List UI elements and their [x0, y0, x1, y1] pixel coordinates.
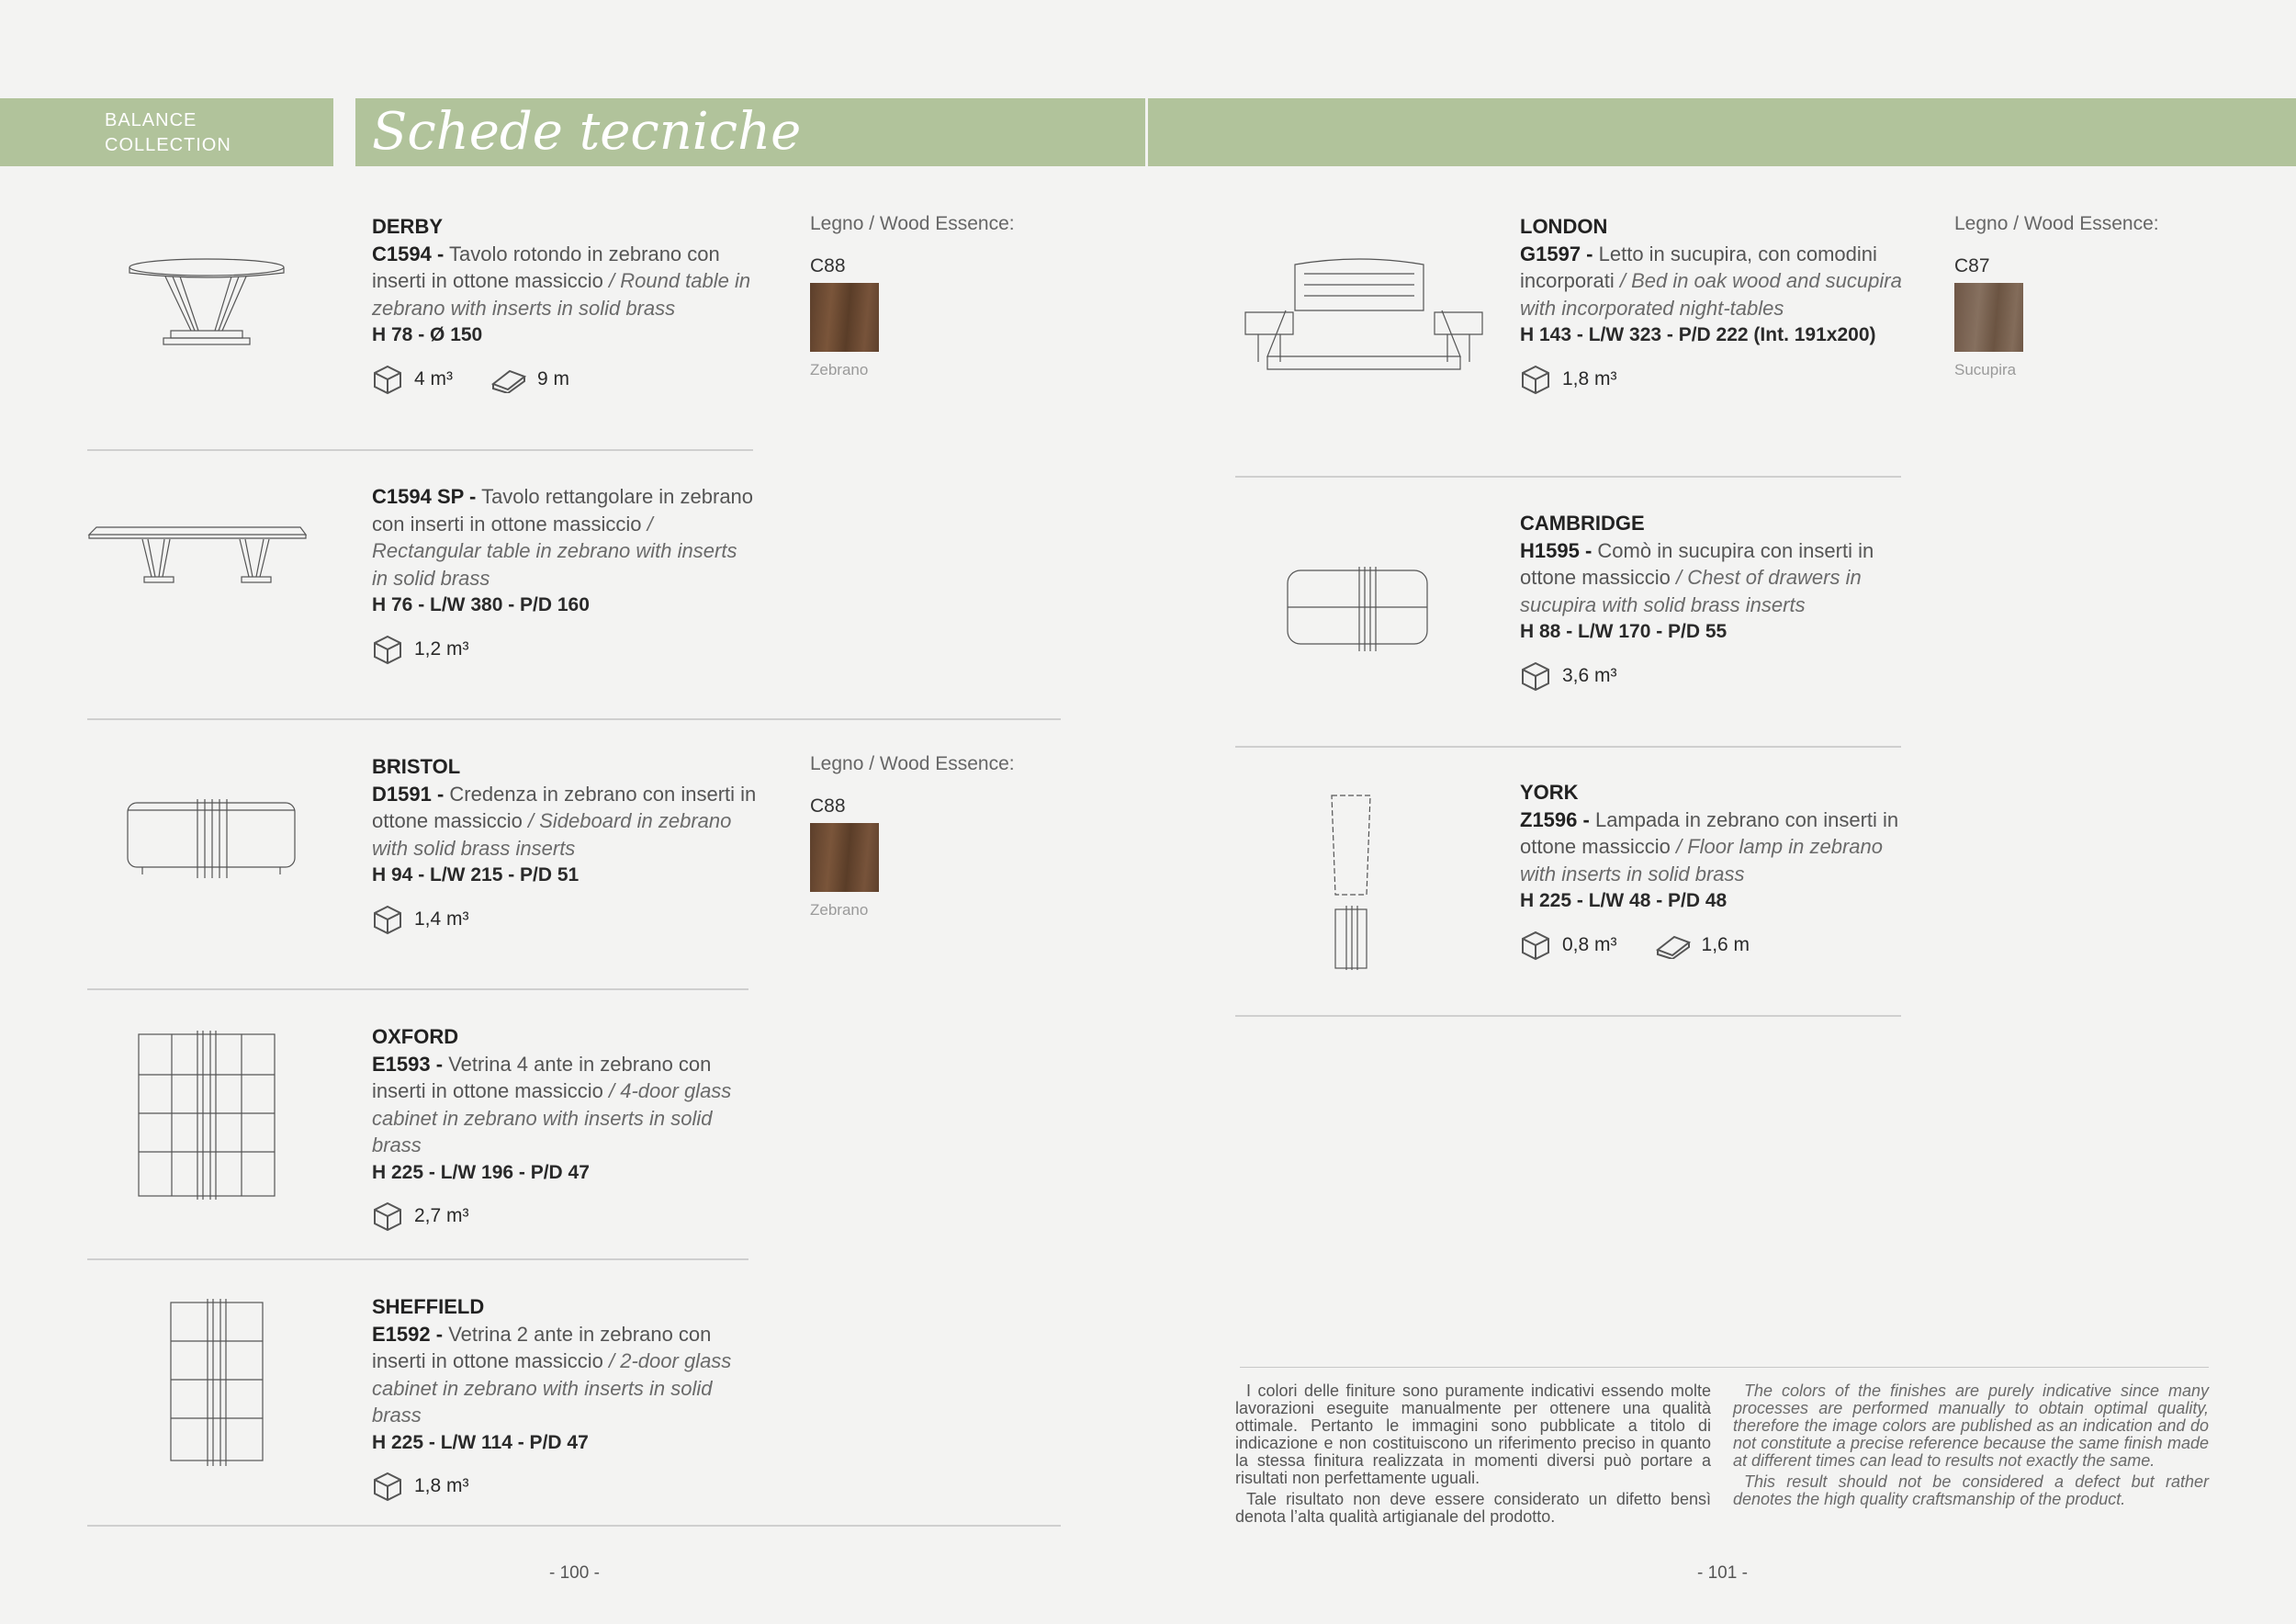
wood-name: Sucupira [1954, 361, 2017, 378]
rectangular-table-drawing [87, 524, 308, 588]
wood-label: Legno / Wood Essence: [1954, 213, 2159, 234]
product-c1594sp [372, 483, 758, 665]
product-desc-en: / Sideboard in zebrano with solid brass inserts [372, 809, 732, 860]
volume-value: 3,6 m³ [1562, 664, 1617, 686]
shipping-info [1520, 660, 1906, 692]
page-number-left: - 100 - [549, 1563, 600, 1583]
product-dimensions: H 78 - Ø 150 [372, 324, 483, 345]
shipping-info [372, 364, 758, 395]
wood-name: Zebrano [810, 901, 869, 919]
two-door-cabinet-drawing [165, 1297, 268, 1468]
volume-value: 4 m³ [414, 367, 453, 389]
cube-volume-icon [1520, 364, 1551, 395]
product-name: YORK [1520, 781, 1579, 804]
product-bristol [372, 753, 758, 935]
cube-volume-icon [372, 364, 403, 395]
disclaimer-it [1235, 1382, 1711, 1526]
brand-line1: BALANCE [105, 110, 197, 130]
product-desc-it: Letto in sucupira, con comodini incorporati [1520, 242, 1877, 292]
product-name: DERBY [372, 215, 444, 238]
product-name: SHEFFIELD [372, 1295, 485, 1318]
zebrano-swatch [810, 823, 879, 892]
product-sheffield [372, 1293, 758, 1502]
product-code: D1591 - [372, 782, 445, 806]
product-oxford [372, 1023, 758, 1232]
page-number-right: - 101 - [1697, 1563, 1748, 1583]
cube-volume-icon [1520, 930, 1551, 961]
disclaimer-en-p2: This result should not be considered a defect but rather denotes the high quality craftsmanship of the product. [1733, 1472, 2209, 1508]
shipping-info [372, 1471, 758, 1502]
cube-volume-icon [1520, 660, 1551, 692]
length-value: 9 m [537, 367, 570, 389]
product-dimensions: H 225 - L/W 48 - P/D 48 [1520, 890, 1728, 911]
product-code: C1594 - [372, 242, 445, 265]
product-dimensions: H 76 - L/W 380 - P/D 160 [372, 594, 590, 615]
disclaimer-it-p2: Tale risultato non deve essere considerato un difetto bensì denota l’alta qualità artigianale del prodotto. [1235, 1490, 1711, 1526]
product-desc-en: / Floor lamp in zebrano with inserts in solid brass [1520, 835, 1883, 885]
shipping-info [1520, 364, 1906, 395]
product-desc-it: Tavolo rettangolare in zebrano con inserti in ottone massiccio [372, 485, 754, 536]
zebrano-swatch [810, 283, 879, 352]
product-london [1520, 213, 1906, 395]
product-desc-it: Tavolo rotondo in zebrano con inserti in ottone massiccio [372, 242, 720, 292]
bed-drawing [1240, 255, 1488, 391]
disclaimer-it-p1: I colori delle finiture sono puramente indicativi essendo molte lavorazioni eseguite manualmente per ottenere una qualità ottimale. Pertanto le immagini sono pubblicate a titolo di indicazione e non costituiscono un riferimento preciso in quanto la stessa finitura realizzata in momenti diversi può portare a risultati non perfettamente uguali. [1235, 1382, 1711, 1487]
product-desc-en: / Rectangular table in zebrano with inserts in solid brass [372, 512, 737, 590]
product-desc-en: / Round table in zebrano with inserts in solid brass [372, 269, 751, 320]
product-desc-en: / 2-door glass cabinet in zebrano with inserts in solid brass [372, 1349, 732, 1427]
shipping-info [372, 634, 758, 665]
wood-essence-zebrano-2 [810, 753, 1049, 919]
product-dimensions: H 94 - L/W 215 - P/D 51 [372, 864, 580, 885]
volume-value: 1,2 m³ [414, 637, 469, 660]
product-dimensions: H 225 - L/W 114 - P/D 47 [372, 1431, 589, 1453]
shipping-info [372, 904, 758, 935]
title-band-right [1148, 98, 2296, 166]
disclaimer-en-p1: The colors of the finishes are purely indicative since many processes are performed manually to obtain optimal quality, therefore the image colors are published as an indication and do not constitute a precise reference because the same finish made at different times can lead to results not exactly the same. [1733, 1382, 2209, 1470]
sucupira-swatch [1954, 283, 2023, 352]
wood-code: C88 [810, 255, 846, 276]
wood-label: Legno / Wood Essence: [810, 213, 1015, 234]
divider [87, 988, 748, 990]
product-code: E1592 - [372, 1322, 444, 1346]
product-name: CAMBRIDGE [1520, 512, 1645, 535]
wood-essence-sucupira [1954, 213, 2193, 379]
product-code: G1597 - [1520, 242, 1593, 265]
divider [1235, 746, 1901, 748]
product-code: Z1596 - [1520, 807, 1590, 831]
collection-label [105, 108, 231, 158]
product-dimensions: H 225 - L/W 196 - P/D 47 [372, 1161, 590, 1183]
product-cambridge [1520, 510, 1906, 692]
product-desc-it: Vetrina 2 ante in zebrano con inserti in ottone massiccio [372, 1322, 712, 1372]
wood-essence-zebrano-1 [810, 213, 1049, 379]
four-door-cabinet-drawing [133, 1029, 280, 1200]
product-code: E1593 - [372, 1052, 444, 1076]
shipping-info [372, 1201, 758, 1232]
wood-name: Zebrano [810, 361, 869, 378]
product-code: C1594 SP - [372, 485, 477, 508]
divider [87, 718, 1061, 720]
cube-volume-icon [372, 634, 403, 665]
volume-value: 1,4 m³ [414, 908, 469, 930]
divider [87, 1258, 748, 1260]
product-name: LONDON [1520, 215, 1608, 238]
product-derby [372, 213, 758, 395]
product-dimensions: H 143 - L/W 323 - P/D 222 (Int. 191x200) [1520, 324, 1876, 345]
wood-label: Legno / Wood Essence: [810, 753, 1015, 774]
divider [87, 449, 753, 451]
fabric-roll-icon [490, 366, 526, 393]
shipping-info [1520, 930, 1906, 961]
product-name: BRISTOL [372, 755, 461, 778]
cube-volume-icon [372, 1201, 403, 1232]
brand-line2: COLLECTION [105, 135, 231, 155]
fabric-roll-icon [1654, 931, 1691, 959]
product-desc-it: Lampada in zebrano con inserti in ottone massiccio [1520, 807, 1899, 858]
page-title: Schede tecniche [372, 102, 802, 162]
product-desc-it: Comò in sucupira con inserti in ottone massiccio [1520, 538, 1874, 589]
product-desc-it: Vetrina 4 ante in zebrano con inserti in ottone massiccio [372, 1052, 712, 1102]
product-desc-en: / Chest of drawers in sucupira with solid brass inserts [1520, 566, 1862, 616]
product-dimensions: H 88 - L/W 170 - P/D 55 [1520, 621, 1728, 642]
cube-volume-icon [372, 904, 403, 935]
divider [87, 1525, 1061, 1527]
notes-divider [1240, 1367, 2209, 1368]
product-desc-en: / Bed in oak wood and sucupira with incorporated night-tables [1520, 269, 1902, 320]
divider [1235, 1015, 1901, 1017]
product-desc-it: Credenza in zebrano con inserti in ottone massiccio [372, 782, 757, 832]
sideboard-drawing [124, 797, 298, 882]
volume-value: 2,7 m³ [414, 1205, 469, 1227]
cube-volume-icon [372, 1471, 403, 1502]
derby-table-drawing [127, 253, 287, 349]
chest-of-drawers-drawing [1284, 565, 1431, 655]
volume-value: 0,8 m³ [1562, 933, 1617, 955]
divider [1235, 476, 1901, 478]
product-desc-en: / 4-door glass cabinet in zebrano with inserts in solid brass [372, 1079, 732, 1156]
product-name: OXFORD [372, 1025, 459, 1048]
product-york [1520, 779, 1906, 961]
wood-code: C87 [1954, 255, 1990, 276]
product-code: H1595 - [1520, 538, 1593, 562]
floor-lamp-drawing [1322, 792, 1379, 972]
volume-value: 1,8 m³ [1562, 367, 1617, 389]
volume-value: 1,8 m³ [414, 1475, 469, 1497]
length-value: 1,6 m [1701, 933, 1750, 955]
disclaimer-en [1733, 1382, 2209, 1508]
wood-code: C88 [810, 795, 846, 817]
